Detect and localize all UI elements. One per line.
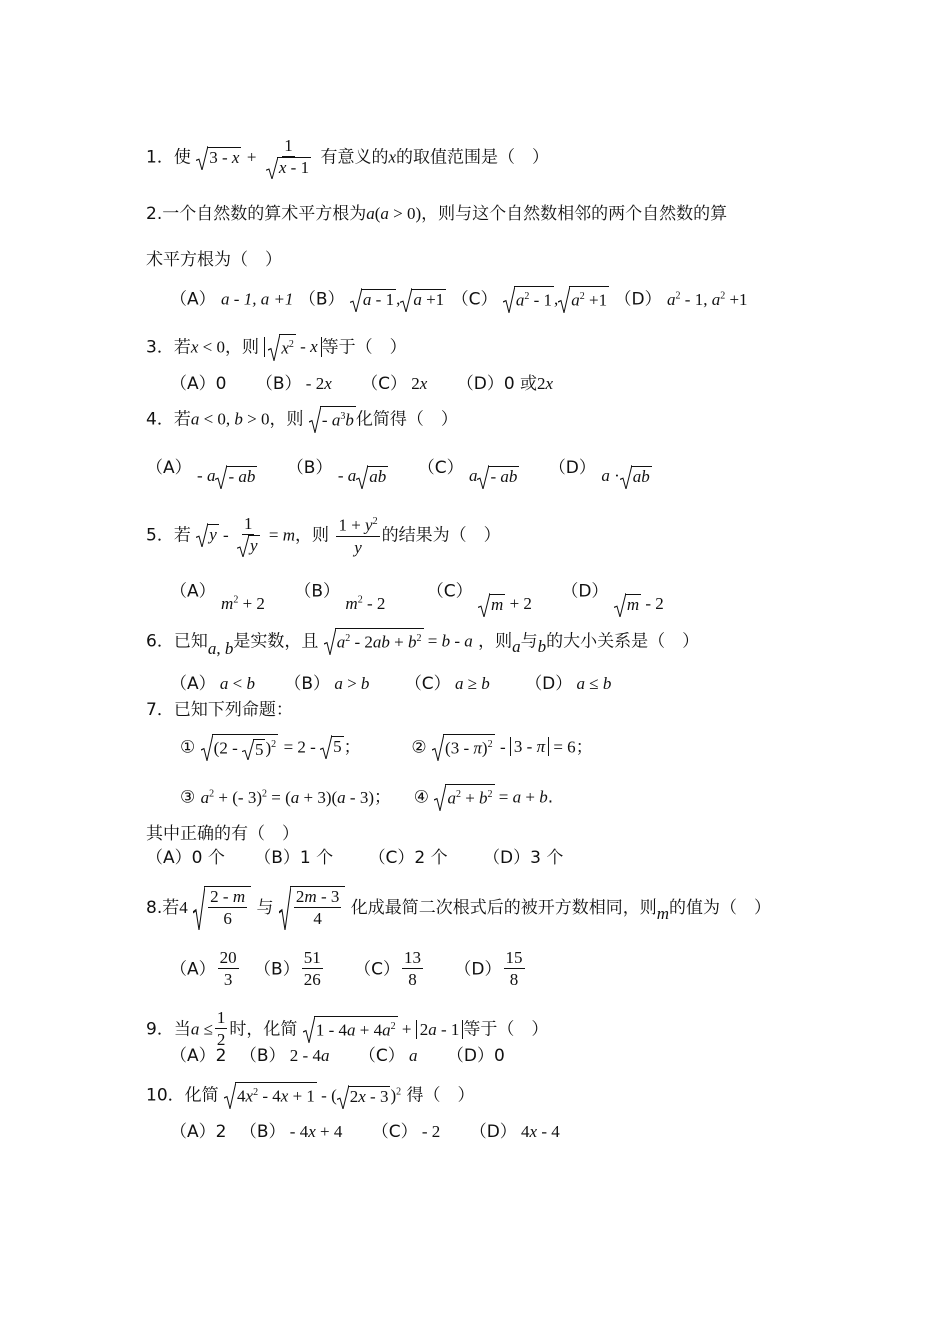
option-c[interactable]: （C） (404, 674, 451, 694)
option-a[interactable]: （A） (146, 458, 192, 478)
fraction: $\frac{1}{x - 1}$ (264, 136, 313, 179)
question-10-options: （A）2 （B） - 4x + 4 （C） - 2 （D） 4x - 4 (170, 1122, 560, 1142)
option-a[interactable]: （A）0 (170, 374, 227, 394)
question-4-options: （A） - a - ab （B） - a ab （C） a - ab （D） a · ab (146, 456, 652, 481)
question-1: 1．使 3 - x + $\frac{1}{x - 1}$ 有意义的x的取值范围是（ ） (146, 136, 550, 177)
option-a[interactable]: （A） (170, 674, 216, 694)
question-10: 10．化简 $4x^2 - 4x + 1$ - ( 2x - 3 )$^2$ 得（ ） (146, 1080, 475, 1109)
question-6: 6．已知a, b是实数，且 $a^2 - 2ab + b^2 = b - a$ ，则a与b的大小关系是（ ） (146, 628, 699, 655)
question-7-title: 7．已知下列命题： (146, 700, 293, 720)
option-c[interactable]: （C） (451, 289, 498, 310)
option-c[interactable]: （C）2 个 (368, 848, 448, 868)
option-b[interactable]: （B） (294, 581, 340, 602)
option-c[interactable]: （C） (358, 1046, 405, 1066)
option-a[interactable]: （A） (170, 959, 216, 980)
option-a[interactable]: （A）2 (170, 1122, 227, 1142)
option-b[interactable]: （B） (239, 1046, 286, 1066)
option-c[interactable]: （C） (354, 959, 400, 980)
question-7-claims-1: ① (2 - 5 )$^2$ = 2 - 5 ； ② (3 - π)$^2$ - 3 - π = 6； (180, 734, 593, 761)
option-b[interactable]: （B） (284, 674, 331, 694)
option-d[interactable]: （D）0 (446, 1046, 505, 1066)
option-b[interactable]: （B）1 个 (254, 848, 334, 868)
option-a[interactable]: （A） (170, 581, 216, 602)
question-2-options: （A） a - 1, a +1 （B） a - 1 , a +1 （C） $a^2 - 1$ , $a^2 +1$ （D） $a^2 - 1$, $a^2 +1$ (170, 284, 748, 313)
question-4: 4．若a < 0, b > 0，则 - $a^3b$ 化简得（ ） (146, 406, 458, 433)
question-2-line-1: 2.一个自然数的算术平方根为a(a > 0)，则与这个自然数相邻的两个自然数的算 (146, 204, 728, 224)
question-3-options: （A）0 （B） - 2x （C） 2x （D）0 或2x (170, 374, 554, 394)
question-5: 5．若 y - $\frac{1}{y}$ = m，则 $\frac{1 + y^2}{y}$ 的结果为（ ） (146, 513, 501, 557)
option-d[interactable]: （D）3 个 (483, 848, 564, 868)
option-a[interactable]: （A） (170, 289, 216, 310)
option-d[interactable]: （D） (561, 581, 609, 602)
question-9-options: （A）2 （B） 2 - 4a （C） a （D）0 (170, 1046, 505, 1066)
option-c[interactable]: （C） (371, 1122, 418, 1142)
option-d[interactable]: （D） (614, 289, 662, 310)
sqrt-expression: 3 - x (196, 146, 241, 170)
option-c[interactable]: （C） (361, 374, 408, 394)
question-5-options: （A） $m^2 + 2$ （B） $m^2 - 2$ （C） m + 2 （D） m - 2 (170, 576, 664, 605)
question-6-options: （A） a < b （B） a > b （C） a ≥ b （D） a ≤ b (170, 674, 612, 694)
option-c[interactable]: （C） (426, 581, 473, 602)
option-a[interactable]: （A）0 个 (146, 848, 225, 868)
question-7-options (146, 846, 563, 870)
question-8: 8.若4 $\frac{2 - m}{6}$ 与 $\frac{2m - 3}{4}$ 化成最简二次根式后的被开方数相同，则m的值为（ ） (146, 887, 772, 928)
option-d[interactable]: （D） (454, 959, 502, 980)
question-7-ask: 其中正确的有（ ） (146, 824, 299, 844)
option-b[interactable]: （B） (239, 1122, 286, 1142)
question-7-claims-2: ③ $a^2$ + (- 3)$^2$ = (a + 3)(a - 3)； ④ $a^2 + b^2 = a + b$. (180, 782, 553, 811)
question-8-options: （A） $\frac{20}{3}$ （B） $\frac{51}{26}$ （C） $\frac{13}{8}$ （D） $\frac{15}{8}$ (170, 948, 523, 989)
option-c[interactable]: （C） (417, 458, 464, 478)
question-9: 9．当a ≤ $\frac{1}{2}$ 时，化简 $1 - 4a + 4a^2 + 2a - 1$ 等于（ ） (146, 1008, 549, 1049)
question-3: 3．若x < 0，则 $x^2$ - x 等于（ ） (146, 334, 407, 361)
option-d[interactable]: （D） (548, 458, 596, 478)
option-b[interactable]: （B） (254, 959, 300, 980)
q1-prefix: 1．使 (146, 147, 191, 168)
question-2-line-2: 术平方根为（ ） (146, 250, 282, 270)
q1-suffix-a: 有意义的 (320, 147, 389, 168)
option-d[interactable]: （D） (469, 1122, 517, 1142)
option-d[interactable]: （D） (525, 674, 573, 694)
option-d[interactable]: （D）0 或 (456, 374, 538, 394)
option-b[interactable]: （B） (286, 458, 333, 478)
option-b[interactable]: （B） (255, 374, 302, 394)
option-a[interactable]: （A）2 (170, 1046, 227, 1066)
option-b[interactable]: （B） (298, 289, 345, 310)
q1-suffix-b: 的取值范围是（ ） (396, 147, 550, 168)
